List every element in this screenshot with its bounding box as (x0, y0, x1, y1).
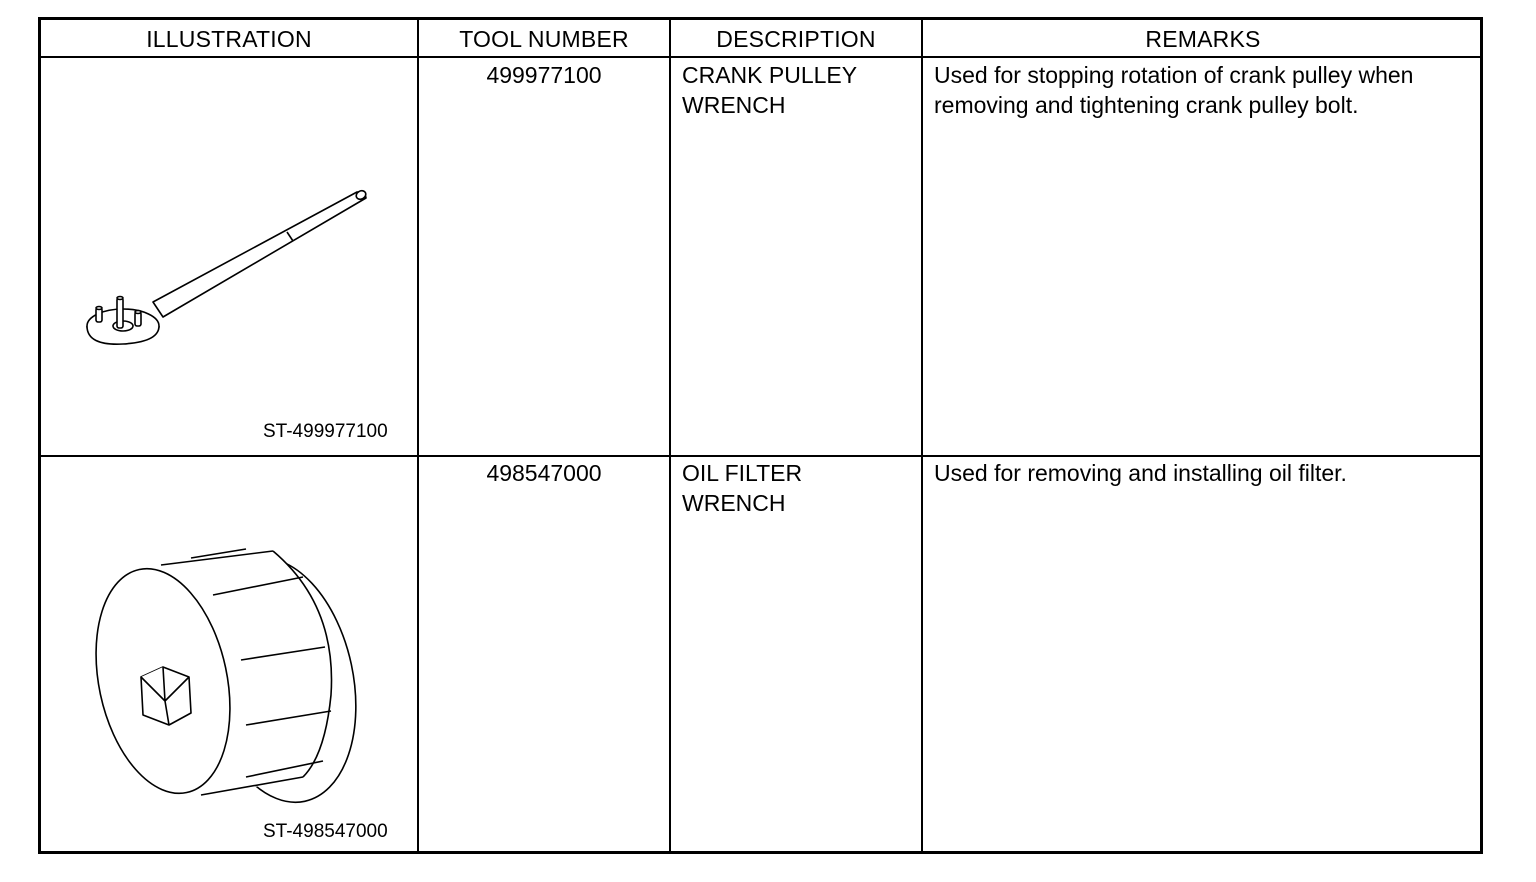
remarks-cell: Used for stopping rotation of crank pulley when removing and tightening crank pulley bolt. (934, 62, 1414, 118)
description-cell: OIL FILTER WRENCH (682, 460, 803, 516)
header-description: DESCRIPTION (716, 26, 876, 52)
description-cell: CRANK PULLEY WRENCH (682, 62, 858, 118)
column-divider (921, 20, 923, 851)
oil-filter-wrench-illustration (41, 455, 417, 855)
column-divider (669, 20, 671, 851)
header-tool-number: TOOL NUMBER (459, 26, 629, 52)
tool-number-cell: 499977100 (486, 62, 602, 88)
crank-pulley-wrench-illustration (41, 20, 417, 455)
header-illustration: ILLUSTRATION (146, 26, 312, 52)
tool-number-cell: 498547000 (486, 460, 602, 486)
column-divider (417, 20, 419, 851)
special-tools-table (38, 17, 1483, 854)
remarks-cell: Used for removing and installing oil filter. (934, 460, 1347, 486)
illustration-caption: ST-498547000 (263, 821, 388, 842)
illustration-caption: ST-499977100 (263, 421, 388, 442)
header-remarks: REMARKS (1145, 26, 1261, 52)
